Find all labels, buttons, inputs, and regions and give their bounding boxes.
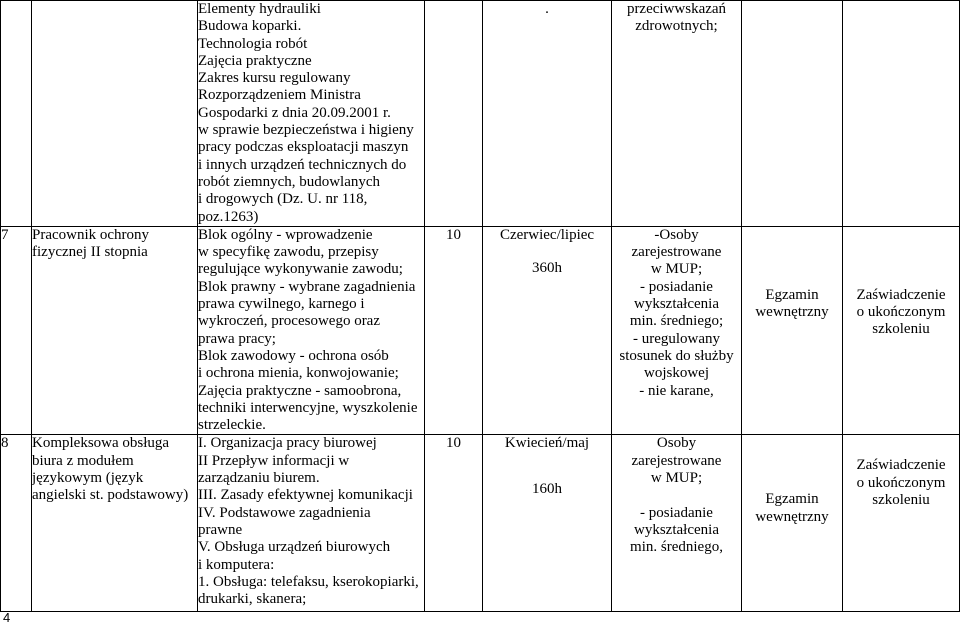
requirements-line: Osoby — [656, 435, 697, 452]
cell-requirements-7 — [612, 226, 742, 435]
cell-term-7 — [483, 226, 612, 435]
cell-certificate-7 — [843, 226, 960, 435]
row-number: 8 — [1, 435, 9, 452]
certificate-line: o ukończonym — [856, 474, 946, 491]
exam-type — [742, 287, 842, 322]
cell-persons-7 — [425, 226, 483, 435]
requirements-line: min. średniego, — [630, 539, 723, 556]
program-line: Blok zawodowy - ochrona osób — [198, 347, 389, 364]
requirements-line: wykształcenia — [634, 296, 719, 313]
page-number: 4 — [3, 610, 11, 625]
exam-type — [742, 491, 842, 526]
requirements-line: - posiadanie — [640, 504, 713, 521]
program-line: i komputera: — [198, 556, 275, 573]
exam-line: Egzamin — [765, 491, 819, 508]
requirements-line: wykształcenia — [634, 521, 719, 538]
cell-number-7 — [1, 226, 32, 435]
requirements-line: - posiadanie — [640, 278, 713, 295]
certificate-line: Zaświadczenie — [856, 286, 946, 303]
requirements-line: - nie karane, — [639, 382, 714, 399]
cell-program-cont — [198, 1, 425, 227]
program-line: poz.1263) — [198, 208, 259, 225]
program-cont-text — [198, 1, 424, 226]
cell-name-7 — [32, 226, 198, 435]
requirements-text — [612, 435, 741, 556]
certificate-line: o ukończonym — [856, 304, 946, 321]
exam-line: wewnętrzny — [755, 304, 829, 321]
hours: 360h — [532, 260, 562, 277]
cell-exam-cont — [742, 1, 843, 227]
program-line: Gospodarki z dnia 20.09.2001 r. — [198, 104, 391, 121]
table-row-7 — [1, 226, 960, 435]
cell-program-8 — [198, 435, 425, 612]
program-line: i innych urządzeń technicznych do — [198, 156, 407, 173]
requirements-line: zarejestrowane — [631, 244, 722, 261]
program-line: i drogowych (Dz. U. nr 118, — [198, 191, 368, 208]
course-name-line: biura z modułem — [32, 452, 134, 469]
program-line: prawa cywilnego, karnego i — [198, 296, 365, 313]
cell-certificate-cont — [843, 1, 960, 227]
cell-number-cont — [1, 1, 32, 227]
cell-requirements-8 — [612, 435, 742, 612]
program-line: I. Organizacja pracy biurowej — [198, 435, 377, 452]
cell-name-cont — [32, 1, 198, 227]
certificate-line: szkoleniu — [872, 492, 930, 509]
requirements-line: - uregulowany — [632, 330, 721, 347]
cell-certificate-8 — [843, 435, 960, 612]
program-line: III. Zasady efektywnej komunikacji — [198, 487, 413, 504]
requirements-line: zarejestrowane — [631, 452, 722, 469]
program-text — [198, 227, 424, 435]
program-line: pracy podczas eksploatacji maszyn — [198, 139, 409, 156]
program-line: Rozporządzeniem Ministra — [198, 87, 361, 104]
program-line: regulujące wykonywanie zawodu; — [198, 261, 403, 278]
course-name — [32, 227, 197, 262]
requirements-line — [612, 487, 741, 504]
program-line: Zajęcia praktyczne - samoobrona, — [198, 382, 402, 399]
row-number: 7 — [1, 226, 9, 243]
cell-program-7 — [198, 226, 425, 435]
program-line: techniki interwencyjne, wyszkolenie — [198, 399, 418, 416]
requirements-line: wojskowej — [644, 365, 709, 382]
course-name-line: angielski st. podstawowy) — [32, 487, 189, 504]
course-name-line: Pracownik ochrony — [32, 226, 150, 243]
dot-mark: . — [545, 1, 549, 17]
term: Czerwiec/lipiec — [499, 226, 595, 243]
course-name — [32, 435, 197, 504]
term: Kwiecień/maj — [504, 435, 590, 452]
cell-name-8 — [32, 435, 198, 612]
course-name-line: językowym (język — [32, 470, 144, 487]
program-line: Zajęcia praktyczne — [198, 52, 312, 69]
cell-persons-cont — [425, 1, 483, 227]
cell-requirements-cont — [612, 1, 742, 227]
exam-line: wewnętrzny — [755, 508, 829, 525]
cell-term-8 — [483, 435, 612, 612]
program-line: II Przepływ informacji w — [198, 452, 350, 469]
cell-term-cont — [483, 1, 612, 227]
program-line: robót ziemnych, budowlanych — [198, 173, 381, 190]
requirements-line: zdrowotnych; — [635, 18, 718, 35]
certificate-line: szkoleniu — [872, 321, 930, 338]
program-line: prawne — [198, 521, 243, 538]
requirements-line: stosunek do służby — [619, 347, 734, 364]
requirements-line: przeciwwskazań — [626, 1, 727, 17]
requirements-cont-text — [612, 1, 741, 36]
program-line: strzeleckie. — [198, 417, 266, 434]
requirements-line: w MUP; — [650, 470, 703, 487]
program-line: w sprawie bezpieczeństwa i higieny — [198, 122, 414, 139]
table-row-8 — [1, 435, 960, 612]
course-name-line: Kompleksowa obsługa — [32, 435, 170, 452]
program-line: drukarki, skanera; — [198, 591, 307, 608]
program-text — [198, 435, 424, 608]
requirements-line: min. średniego; — [629, 313, 724, 330]
requirements-text — [612, 227, 741, 400]
exam-line: Egzamin — [765, 286, 819, 303]
cell-exam-7 — [742, 226, 843, 435]
program-line: wykroczeń, procesowego oraz — [198, 313, 380, 330]
program-line: prawa pracy; — [198, 330, 276, 347]
program-line: w specyfikę zawodu, przepisy — [198, 244, 379, 261]
certificate-type — [843, 457, 959, 509]
program-line: Budowa koparki. — [198, 18, 302, 35]
program-line: zarządzaniu biurem. — [198, 470, 320, 487]
course-name-line: fizycznej II stopnia — [32, 244, 148, 261]
cell-persons-8 — [425, 435, 483, 612]
requirements-line: -Osoby — [654, 226, 699, 243]
requirements-line: w MUP; — [650, 261, 703, 278]
program-line: Elementy hydrauliki — [198, 1, 321, 17]
program-line: Zakres kursu regulowany — [198, 70, 351, 87]
program-line: Technologia robót — [198, 35, 308, 52]
program-line: V. Obsługa urządzeń biurowych — [198, 539, 391, 556]
table-row-continuation — [1, 1, 960, 227]
program-line: 1. Obsługa: telefaksu, kserokopiarki, — [198, 573, 419, 590]
hours: 160h — [532, 480, 562, 497]
program-line: Blok prawny - wybrane zagadnienia — [198, 278, 416, 295]
program-line: IV. Podstawowe zagadnienia — [198, 504, 371, 521]
program-line: i ochrona mienia, konwojowanie; — [198, 365, 399, 382]
persons-count: 10 — [446, 435, 461, 452]
cell-number-8 — [1, 435, 32, 612]
cell-exam-8 — [742, 435, 843, 612]
certificate-line: Zaświadczenie — [856, 457, 946, 474]
persons-count: 10 — [446, 226, 461, 243]
certificate-type — [843, 287, 959, 339]
program-line: Blok ogólny - wprowadzenie — [198, 226, 373, 243]
